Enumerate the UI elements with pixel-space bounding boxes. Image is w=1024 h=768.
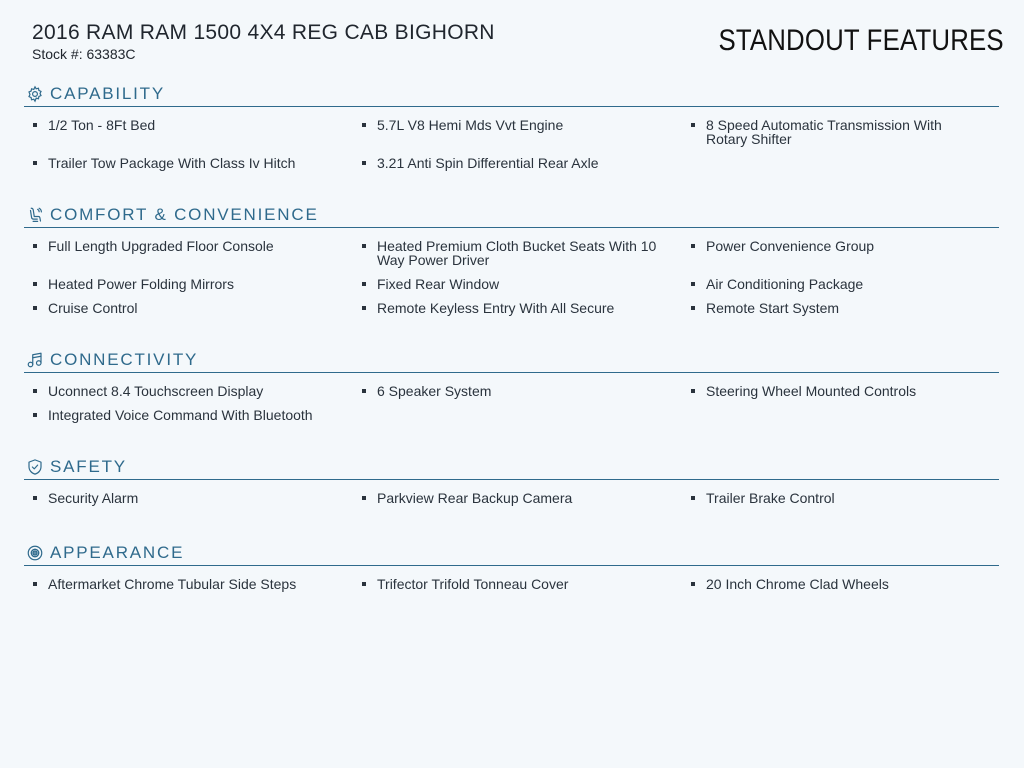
bullet [691,582,695,586]
feature-item [362,384,691,398]
section-title: CONNECTIVITY [50,350,199,369]
feature-item [362,239,691,267]
feature-text: Trailer Brake Control [706,490,835,506]
section-title: CAPABILITY [50,84,165,103]
seat-icon [26,206,44,224]
section-title: APPEARANCE [50,543,185,562]
feature-text: Remote Keyless Entry With All Secure [377,300,615,316]
feature-text: Trifector Trifold Tonneau Cover [377,576,569,592]
feature-item [691,491,991,505]
feature-text: 8 Speed Automatic Transmission With Rotary Shifter [706,117,942,147]
shield-check-icon [26,458,44,476]
feature-text: Security Alarm [48,490,139,506]
vehicle-title: 2016 RAM RAM 1500 4X4 REG CAB BIGHORN [32,21,495,44]
feature-item [362,156,691,170]
feature-item [33,577,362,591]
feature-item [362,277,691,291]
feature-text: Fixed Rear Window [377,276,500,292]
bullet [691,123,695,127]
bullet [362,123,366,127]
feature-item [691,384,991,398]
bullet [362,161,366,165]
bullet [33,582,37,586]
section-header [24,348,999,373]
bullet [691,244,695,248]
bullet [362,389,366,393]
feature-text: Integrated Voice Command With Bluetooth [48,407,313,423]
feature-list [24,577,999,601]
feature-text: Remote Start System [706,300,840,316]
feature-item [362,491,691,505]
bullet [33,123,37,127]
feature-text: Heated Power Folding Mirrors [48,276,234,292]
section-title: COMFORT & CONVENIENCE [50,205,319,224]
feature-item [691,118,991,146]
feature-item [691,301,991,315]
feature-item [362,118,691,146]
header [32,20,1004,68]
bullet [33,413,37,417]
section-connectivity [24,348,999,432]
section-header [24,541,999,566]
bullet [362,244,366,248]
feature-item [33,239,362,267]
bullet [691,496,695,500]
bullet [362,282,366,286]
feature-item [33,384,362,398]
bullet [691,389,695,393]
bullet [362,496,366,500]
feature-text: Air Conditioning Package [706,276,864,292]
section-comfort-convenience [24,203,999,325]
feature-item [33,408,362,422]
feature-list [24,118,999,180]
bullet [33,306,37,310]
feature-item [33,156,362,170]
feature-text: Power Convenience Group [706,238,875,254]
feature-text: Steering Wheel Mounted Controls [706,383,917,399]
feature-item [362,301,691,315]
feature-item [691,277,991,291]
feature-text: 1/2 Ton - 8Ft Bed [48,117,156,133]
section-header [24,455,999,480]
bullet [33,244,37,248]
feature-item [33,118,362,146]
bullet [33,282,37,286]
feature-item [33,277,362,291]
section-header [24,203,999,228]
section-capability [24,82,999,180]
bullet [691,282,695,286]
wheel-icon [26,544,44,562]
bullet [33,496,37,500]
stock-number: Stock #: 63383C [32,46,136,62]
feature-item [33,301,362,315]
bullet [362,582,366,586]
feature-text: Aftermarket Chrome Tubular Side Steps [48,576,297,592]
feature-item [691,577,991,591]
feature-text: 5.7L V8 Hemi Mds Vvt Engine [377,117,564,133]
feature-item [362,577,691,591]
feature-item [33,491,362,505]
section-safety [24,455,999,515]
bullet [691,306,695,310]
standout-features-heading: STANDOUT FEATURES [718,24,1004,57]
feature-list [24,239,999,325]
gear-icon [26,85,44,103]
feature-list [24,384,999,432]
feature-text: Uconnect 8.4 Touchscreen Display [48,383,264,399]
feature-list [24,491,999,515]
section-title: SAFETY [50,457,127,476]
feature-text: Parkview Rear Backup Camera [377,490,573,506]
feature-text: 6 Speaker System [377,383,492,399]
music-note-icon [26,351,44,369]
section-header [24,82,999,107]
bullet [33,389,37,393]
feature-text: 20 Inch Chrome Clad Wheels [706,576,889,592]
bullet [33,161,37,165]
feature-text: Heated Premium Cloth Bucket Seats With 10 Way Power Driver [377,238,657,268]
feature-text: Trailer Tow Package With Class Iv Hitch [48,155,296,171]
feature-item [691,239,991,267]
bullet [362,306,366,310]
feature-text: 3.21 Anti Spin Differential Rear Axle [377,155,599,171]
feature-text: Cruise Control [48,300,138,316]
feature-text: Full Length Upgraded Floor Console [48,238,274,254]
section-appearance [24,541,999,601]
